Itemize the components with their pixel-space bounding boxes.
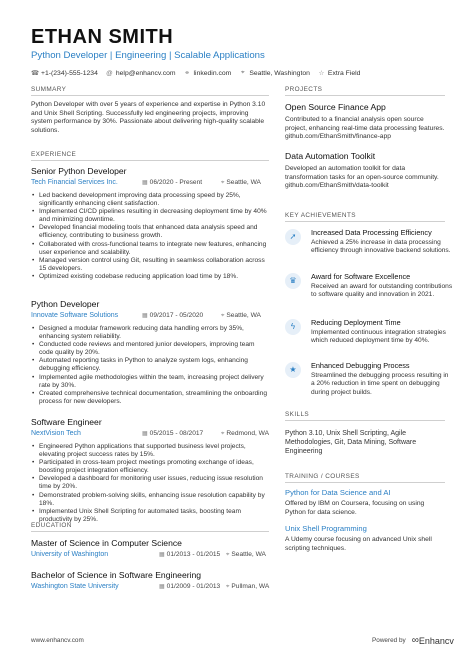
bullet-item: • Engineered Python applications that supported business level projects, elevating project success rates by 15%.	[31, 443, 269, 459]
calendar-icon: ▦	[142, 313, 148, 319]
trophy-icon: ♛	[285, 273, 301, 289]
education-meta	[31, 583, 269, 593]
bullet-item: • Created comprehensive technical documentation, streamlining the onboarding process for new developers.	[31, 390, 269, 406]
job-company[interactable]: NextVision Tech	[31, 430, 81, 437]
bullet-item: • Implemented CI/CD pipelines resulting in decreasing deployment time by 40% and minimizing downtime.	[31, 208, 269, 224]
achievement-description: Implemented continuous integration strategies which reduced deployment time by 40%.	[311, 329, 446, 345]
candidate-title: Python Developer | Engineering | Scalable Applications	[31, 50, 265, 61]
star-icon: ☆	[318, 70, 325, 77]
contact-extra-text: Extra Field	[327, 69, 361, 77]
contact-linkedin-text: linkedin.com	[193, 69, 232, 77]
bullet-item: • Managed version control using Git, resulting in seamless collaboration across 15 developers.	[31, 257, 269, 273]
experience-heading: EXPERIENCE	[31, 151, 77, 158]
project-title: Data Automation Toolkit	[285, 151, 376, 161]
footer-url[interactable]: www.enhancv.com	[31, 637, 84, 644]
course-title[interactable]: Python for Data Science and AI	[285, 488, 391, 497]
education-meta	[31, 551, 269, 561]
job-title: Software Engineer	[31, 417, 102, 427]
job-location-text: Seattle, WA	[226, 179, 261, 186]
achievement-description: Achieved a 25% increase in data processing efficiency through innovative backend solutions.	[311, 239, 451, 255]
calendar-icon: ▦	[142, 180, 148, 186]
bullet-item: • Developed financial modeling tools that enhanced data analysis speed and efficiency, contributing to business growth.	[31, 224, 269, 240]
education-date	[159, 551, 220, 558]
summary-text: Python Developer with over 5 years of experience and expertise in Python 3.10 and Unix Shell Scripting. Successfully led engineering projects, improving system performance by 30%. Passionate about delivering high-quality scalable solutions.	[31, 101, 266, 134]
job-entry	[31, 299, 269, 406]
contact-location	[239, 69, 310, 77]
education-date	[159, 583, 220, 590]
calendar-icon: ▦	[142, 431, 148, 437]
bullet-item: • Participated in cross-team project meetings promoting exchange of ideas, boosting project integration efficiency.	[31, 459, 269, 475]
project-title: Open Source Finance App	[285, 102, 386, 112]
job-date	[142, 179, 202, 186]
achievement-title: Reducing Deployment Time	[311, 318, 401, 327]
brand-name: Enhancv	[418, 635, 454, 646]
skills-list: Python 3.10, Unix Shell Scripting, Agile Methodologies, Git, Data Mining, Software Engineering	[285, 430, 417, 455]
projects-divider	[285, 95, 445, 96]
summary-heading: SUMMARY	[31, 86, 67, 93]
job-location	[221, 312, 261, 320]
achievement-description: Streamlined the debugging process resulting in a 20% reduction in time spent on debugging during project builds.	[311, 372, 449, 396]
bullet-item: • Collaborated with cross-functional teams to integrate new features, enhancing user experience and scalability.	[31, 241, 269, 257]
enhancv-logo-icon: ∞	[411, 635, 417, 646]
education-entry	[31, 570, 269, 593]
education-location	[226, 551, 266, 559]
link-icon: ⚭	[184, 70, 190, 77]
bullet-item: • Demonstrated problem-solving skills, enhancing issue resolution capability by 18%.	[31, 492, 269, 508]
at-icon: @	[106, 69, 113, 77]
education-entry	[31, 538, 269, 561]
school-name[interactable]: Washington State University	[31, 583, 119, 590]
job-meta	[31, 430, 269, 440]
achievements-heading: KEY ACHIEVEMENTS	[285, 212, 356, 219]
footer-branding	[372, 635, 454, 646]
education-date-text: 01/2013 - 01/2015	[166, 551, 221, 558]
skills-divider	[285, 420, 445, 421]
phone-icon: ☎	[31, 70, 40, 77]
location-icon: ⌖	[221, 431, 225, 437]
project-description: Contributed to a financial analysis open source project, enhancing real-time data processing features. github.com/EthanSmith/finance-app	[285, 116, 445, 141]
location-icon: ⌖	[221, 180, 225, 186]
calendar-icon: ▦	[159, 584, 165, 590]
job-bullets	[31, 443, 269, 524]
bullet-item: • Implemented Unix Shell Scripting for automated tasks, boosting team productivity by 25%.	[31, 508, 269, 524]
achievement-description: Received an award for outstanding contributions to software quality and innovation in 2021.	[311, 283, 453, 299]
education-location-text: Seattle, WA	[231, 551, 266, 558]
job-entry	[31, 166, 269, 281]
location-icon: ⌖	[226, 584, 230, 590]
degree-title: Master of Science in Computer Science	[31, 538, 182, 548]
skills-heading: SKILLS	[285, 411, 310, 418]
achievement-title: Increased Data Processing Efficiency	[311, 228, 432, 237]
bullet-item: • Designed a modular framework reducing data handling errors by 35%, enhancing system reliability.	[31, 325, 269, 341]
job-bullets	[31, 325, 269, 406]
contact-phone-text: +1-(234)-555-1234	[41, 69, 98, 77]
calendar-icon: ▦	[159, 552, 165, 558]
job-location	[221, 430, 269, 438]
job-meta	[31, 179, 269, 189]
job-location-text: Seattle, WA	[226, 312, 261, 319]
job-date-text: 05/2015 - 08/2017	[149, 430, 204, 437]
location-icon: ⌖	[221, 313, 225, 319]
job-company[interactable]: Innovate Software Solutions	[31, 312, 119, 319]
education-location	[226, 583, 269, 591]
job-title: Senior Python Developer	[31, 166, 127, 176]
contact-linkedin[interactable]	[184, 69, 232, 77]
contact-phone[interactable]	[31, 69, 98, 77]
school-name[interactable]: University of Washington	[31, 551, 109, 558]
job-date	[142, 430, 203, 437]
job-entry	[31, 417, 269, 524]
lightning-icon: ϟ	[285, 319, 301, 335]
candidate-name: ETHAN SMITH	[31, 26, 174, 48]
achievement-title: Award for Software Excellence	[311, 272, 411, 281]
job-title: Python Developer	[31, 299, 100, 309]
education-location-text: Pullman, WA	[231, 583, 270, 590]
bullet-item: • Conducted code reviews and mentored junior developers, improving team code quality by 20%.	[31, 341, 269, 357]
job-location	[221, 179, 261, 187]
education-divider	[31, 531, 269, 532]
bullet-item: • Led backend development improving data processing speed by 25%, significantly enhancing client satisfaction.	[31, 192, 269, 208]
job-bullets	[31, 192, 269, 281]
course-description: A Udemy course focusing on advanced Unix shell scripting techniques.	[285, 536, 432, 552]
star-icon: ★	[285, 362, 301, 378]
project-description: Developed an automation toolkit for data transformation tasks for an open-source community. github.com/EthanSmith/data-toolkit	[285, 165, 439, 190]
location-icon: ⌖	[240, 69, 245, 76]
course-title[interactable]: Unix Shell Programming	[285, 524, 367, 533]
education-date-text: 01/2009 - 01/2013	[166, 583, 221, 590]
job-meta	[31, 312, 269, 322]
training-heading: TRAINING / COURSES	[285, 473, 360, 480]
experience-divider	[31, 160, 269, 161]
training-divider	[285, 482, 445, 483]
achievements-divider	[285, 221, 445, 222]
course-description: Offered by IBM on Coursera, focusing on using Python for data science.	[285, 500, 425, 516]
rocket-icon: ➚	[285, 229, 301, 245]
job-date	[142, 312, 203, 319]
location-icon: ⌖	[226, 552, 230, 558]
achievement-title: Enhanced Debugging Process	[311, 361, 410, 370]
education-heading: EDUCATION	[31, 522, 72, 529]
job-date-text: 06/2020 - Present	[149, 179, 203, 186]
bullet-item: • Automated reporting tasks in Python to analyze system logs, enhancing debugging efficiency.	[31, 357, 269, 373]
projects-heading: PROJECTS	[285, 86, 323, 93]
bullet-item: • Implemented agile methodologies within the team, increasing project delivery rate by 30%.	[31, 374, 269, 390]
job-location-text: Redmond, WA	[226, 430, 270, 437]
bullet-item: • Developed a dashboard for monitoring user issues, reducing issue resolution time by 20%.	[31, 475, 269, 491]
contact-email-text: help@enhancv.com	[115, 69, 176, 77]
contact-extra	[318, 69, 360, 77]
summary-divider	[31, 95, 269, 96]
contact-email[interactable]	[106, 70, 176, 77]
degree-title: Bachelor of Science in Software Engineering	[31, 570, 202, 580]
bullet-item: • Optimized existing codebase reducing application load time by 18%.	[31, 273, 269, 281]
powered-by-text: Powered by	[372, 637, 406, 644]
contact-location-text: Seattle, Washington	[249, 69, 310, 77]
job-company[interactable]: Tech Financial Services Inc.	[31, 179, 118, 186]
job-date-text: 09/2017 - 05/2020	[149, 312, 204, 319]
contact-bar	[31, 68, 368, 78]
